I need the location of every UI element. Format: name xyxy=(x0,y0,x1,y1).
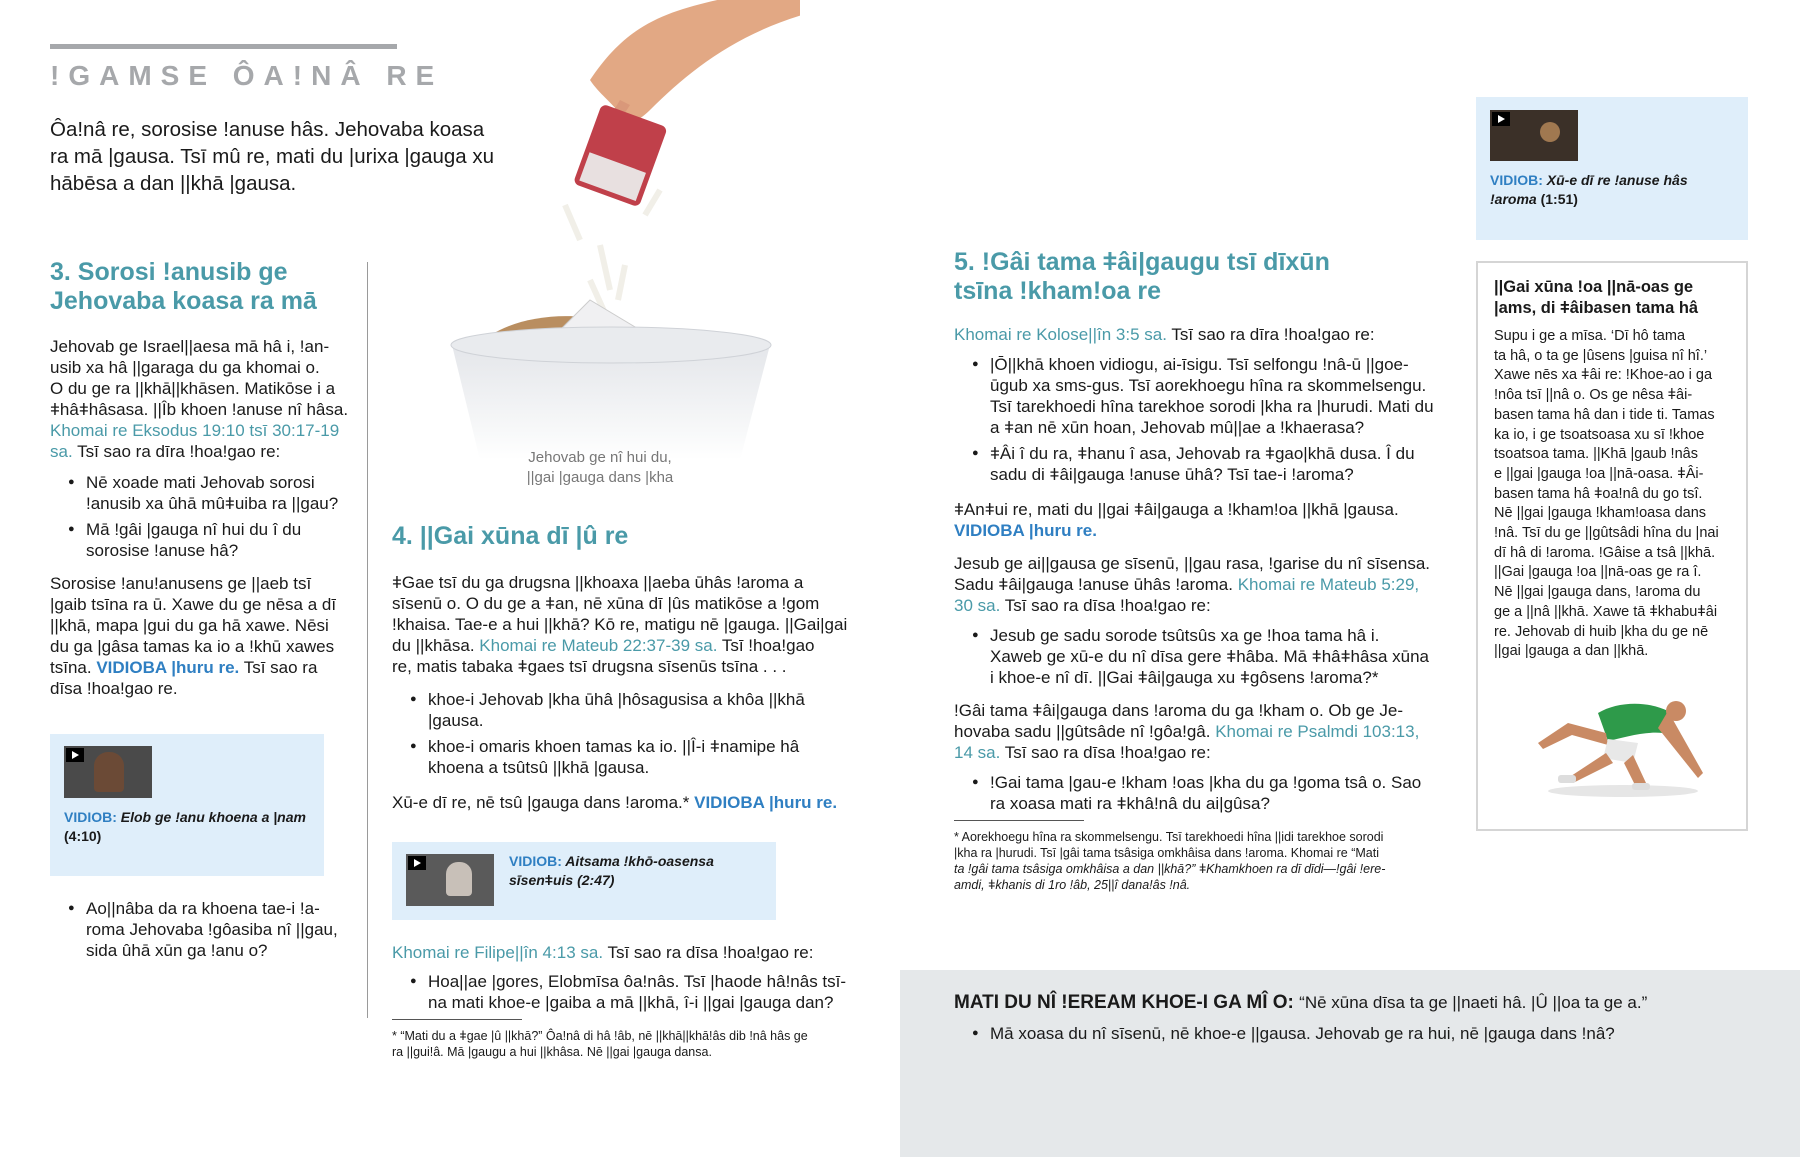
text-line: !khaisa. Tae-e a hui ||khā? Kō re, matigu nē |gauga. ||Gai|gai xyxy=(392,615,848,634)
text-line: ǂhâǂhâsasa. ||Îb khoen !anuse nî hâsa. xyxy=(50,400,349,419)
section-3-title-line: Jehovaba koasa ra mā xyxy=(50,287,317,315)
text-line: Tsī sao ra dīsa !hoa!gao re: xyxy=(1000,743,1211,762)
discussion-quote: “Nē xūna dīsa ta ge ||naeti hâ. |Û ||oa ta ge a.” xyxy=(1299,993,1648,1012)
list-item: ● Mā !gâi |gauga nî hui du î du sorosise !anuse hâ? xyxy=(50,519,360,561)
section-5-paragraph xyxy=(954,499,1434,541)
video-duration: (4:10) xyxy=(64,828,102,844)
page-title: !GAMSE ÔA!NÂ RE xyxy=(50,60,444,91)
sidebar-box xyxy=(1476,261,1748,831)
text-line: Tsī !hoa!gao xyxy=(717,636,815,655)
text-line: du ||khāsa. xyxy=(392,636,480,655)
text-line: sīsenū o. O du ge a ǂan, nē xūna dī |ûs matikōse a !gom xyxy=(392,594,820,613)
text-line: usib xa hâ ||garaga du ga khomai o. xyxy=(50,358,320,377)
list-item: ● Jesub ge sadu sorode tsûtsûs xa ge !hoa tama hâ i. Xaweb ge xū-e du nî dīsa gere ǂhâba. Mā ǂhâǂhâsa xūna i khoe-e nî dī. ||Gai ǂâi|gauga xu ǂgôsens !aroma?* xyxy=(954,625,1434,688)
scripture-link[interactable]: sa. xyxy=(50,442,73,461)
section-3 xyxy=(50,258,360,699)
text-line: Xawe nēs xa ǂâi re: !Khoe-ao i ga xyxy=(1494,367,1713,384)
text-line: ||Gai |gauga !oa ||nā-oas ge ra î. xyxy=(1494,564,1702,581)
question-list xyxy=(954,354,1434,485)
text-line: Sadu ǂâi|gauga !anuse ūhâs !aroma. xyxy=(954,575,1238,594)
section-5-title-line: 5. !Gâi tama ǂâi|gaugu tsī dīxūn xyxy=(954,248,1330,276)
section-3-title xyxy=(50,258,360,316)
image-caption-line: Jehovab ge nî hui du, xyxy=(528,449,672,466)
video-label xyxy=(509,852,769,890)
video-tag: VIDIOB: xyxy=(1490,172,1543,188)
text-line: Supu i ge a mīsa. ‘Dī hô tama xyxy=(1494,328,1686,344)
text-line: ||gai |gauga a dan ||khā. xyxy=(1494,643,1649,660)
section-5-paragraph xyxy=(954,553,1434,616)
text-line: ka io, i ge tsoatsoasa xu sī !khoe xyxy=(1494,426,1705,443)
image-caption xyxy=(460,448,740,488)
text-line: ta !gâi tama tsâsiga omkhâisa a dan ||khā?” ǂKhamkhoen ra dī dīdi—!gâi !ere- xyxy=(954,862,1386,876)
text-line: Tsī sao ra dīra !hoa!gao re: xyxy=(72,442,281,461)
text-line: !Gâi tama ǂâi|gauga dans !aroma du ga !kham o. Ob ge Je- xyxy=(954,701,1404,720)
question-list xyxy=(954,772,1434,814)
text-line: |gaib tsīna ra ū. Xawe du ge nēsa a dī xyxy=(50,595,337,614)
text-line: e ||gai |gauga !oa ||nā-oasa. ǂÂi- xyxy=(1494,465,1704,482)
video-title: !aroma xyxy=(1490,191,1537,207)
section-4-paragraph xyxy=(392,942,852,963)
section-3-paragraph xyxy=(50,573,360,699)
play-icon xyxy=(1492,112,1510,126)
text-line: tsīna. xyxy=(50,658,97,677)
discussion-heading: MATI DU NÎ !EREAM KHOE-I GA MÎ O: xyxy=(954,992,1294,1013)
text-line: ǂAnǂui re, mati du ||gai ǂâi|gauga a !kham!oa ||khā |gausa. xyxy=(954,500,1399,519)
scripture-link[interactable]: Khomai re Psalmdi 103:13, xyxy=(1215,722,1420,741)
text-line: basen tama hâ dan i tide ti. Tamas xyxy=(1494,406,1715,423)
text-line: * Aorekhoegu hîna ra skommelsengu. Tsī tarekhoedi hîna ||idi tarekhoe sorodi xyxy=(954,830,1384,844)
text-line: Jehovab ge Israel||aesa mā hâ i, !an- xyxy=(50,337,330,356)
section-4 xyxy=(392,522,852,813)
list-item: ● Ao||nâba da ra khoena tae-i !a-roma Jehovaba !gôasiba nî ||gau, sida ûhā xūn ga !anu o? xyxy=(50,898,350,961)
video-tag: VIDIOB: xyxy=(64,809,117,825)
play-icon xyxy=(66,748,84,762)
text-line: !nôa tsī ||nâ o. Os ge nêsa ǂâi- xyxy=(1494,387,1693,404)
list-item: ● khoe-i Jehovab |kha ūhâ |hôsagusisa a khôa ||khā |gausa. xyxy=(392,689,852,731)
video-link[interactable]: VIDIOBA |huru re. xyxy=(694,793,838,812)
section-5-title-line: tsīna !kham!oa re xyxy=(954,277,1162,305)
sidebar-body xyxy=(1494,327,1740,662)
video-box-aitsama[interactable] xyxy=(392,842,776,920)
scripture-link[interactable]: Khomai re Eksodus 19:10 tsī 30:17-19 xyxy=(50,421,340,440)
text-line: ge a ||nâ ||khā. Xawe tā ǂkhabuǂâi xyxy=(1494,603,1718,620)
scripture-link[interactable]: 30 sa. xyxy=(954,596,1001,615)
scripture-link[interactable]: Khomai re Mateub 22:37-39 sa. xyxy=(479,636,718,655)
text-line: du ga |gâsa tamas ka io a !khū xawes xyxy=(50,637,335,656)
text-line: re, matis tabaka ǂgaes tsī drugsna sīsenūs tsīna . . . xyxy=(392,657,787,676)
title-rule xyxy=(50,44,397,49)
list-item: ● !Gai tama |gau-e !kham !oas |kha du ga !goma tsâ o. Sao ra xoasa mati ra ǂkhâ!nâ du ai|gûsa? xyxy=(954,772,1434,814)
question-list xyxy=(954,625,1434,688)
text-line: Xū-e dī re, nē tsû |gauga dans !aroma.* xyxy=(392,793,695,812)
video-tag: VIDIOB: xyxy=(509,853,562,869)
section-5-paragraph xyxy=(954,700,1434,763)
text-line: tsoatsoa tama. ||Khā |gaub !nâs xyxy=(1494,446,1698,463)
video-thumbnail[interactable] xyxy=(1490,110,1578,161)
video-title: Aitsama !khō-oasensa xyxy=(565,853,714,869)
video-title: Elob ge !anu khoena a |nam xyxy=(120,809,306,825)
intro-text: Ôa!nâ re, sorosise !anuse hâs. Jehovaba koasa ra mā |gausa. Tsī mû re, mati du |urixa |gauga xu hābēsa a dan ||khā |gausa. xyxy=(50,118,495,195)
trash-can-illustration xyxy=(440,0,800,460)
video-thumbnail[interactable] xyxy=(64,746,152,798)
text-line: ta hâ, o ta ge |ûsens |guisa nî hî.’ xyxy=(1494,347,1708,364)
video-label xyxy=(1490,171,1740,209)
section-5 xyxy=(954,248,1434,893)
text-line: * “Mati du a ǂgae |û ||khā?” Ôa!nâ di hâ !âb, nē ||khā||khā!âs dib !nâ hâs ge xyxy=(392,1029,808,1043)
text-line: hovaba sadu ||gûtsâde nî !gôa!gâ. xyxy=(954,722,1216,741)
text-line: Tsī sao ra dīra !hoa!gao re: xyxy=(1166,325,1375,344)
section-3-paragraph xyxy=(50,336,360,462)
sidebar-title xyxy=(1494,277,1738,319)
text-line: ||khā, mapa |gui du ga hā xawe. Nēsi xyxy=(50,616,329,635)
text-line: basen tama hâ ǂoa!nâ du go tsî. xyxy=(1494,485,1703,502)
question-list xyxy=(50,472,360,561)
footnote xyxy=(954,829,1434,893)
section-4-title: 4. ||Gai xūna dī |û re xyxy=(392,522,629,550)
scripture-link[interactable]: Khomai re Filipe||în 4:13 sa. xyxy=(392,943,604,962)
footnote-rule xyxy=(954,820,1084,821)
section-4-paragraph xyxy=(392,572,852,677)
footnote xyxy=(392,1028,852,1060)
section-5-title xyxy=(954,248,1434,306)
video-link[interactable]: VIDIOBA |huru re. xyxy=(954,521,1097,540)
text-line: !nâ. Tsī du ge ||gûtsâdi hîna du |nai xyxy=(1494,525,1719,542)
list-item: ● khoe-i omaris khoen tamas ka io. ||Î-i ǂnamipe hâ khoena a tsûtsû ||khā |gausa. xyxy=(392,736,852,778)
question-list xyxy=(392,971,852,1013)
scripture-link[interactable]: Khomai re Kolose||în 3:5 sa. xyxy=(954,325,1167,344)
list-item: ● Mā xoasa du nî sīsenū, nē khoe-e ||gausa. Jehovab ge ra hui, nē |gauga dans !nâ? xyxy=(954,1023,1774,1044)
list-item: ● Nē xoade mati Jehovab sorosi !anusib xa ûhā mûǂuiba ra ||gau? xyxy=(50,472,360,514)
list-item: ● |Ō||khā khoen vidiogu, ai-īsigu. Tsī selfongu !nâ-ū ||goe-ūgub xa sms-gus. Tsī aorekhoegu hîna ra skommelsengu. Tsī tarekhoedi hîna tarekhoe sorodi |kha ra |hurudi. Mati du a ǂan nē xūn hoan, Jehovab mû||ae a !khaerasa? xyxy=(954,354,1434,438)
text-line: amdi, ǂkhanis di 1ro !âb, 25||î dana!âs !nâ. xyxy=(954,878,1191,892)
section-4-paragraph xyxy=(392,792,852,813)
scripture-link[interactable]: 14 sa. xyxy=(954,743,1001,762)
text-line: ra ||gui!â. Mā |gaugu a hui ||khâsa. Nē ||gai |gauga dansa. xyxy=(392,1045,712,1059)
question-list xyxy=(954,1023,1774,1044)
text-line: Nē ||gai |gauga !kham!oasa dans xyxy=(1494,505,1707,522)
section-4-continued xyxy=(392,942,852,1060)
video-title: Xū-e dī re !anuse hâs xyxy=(1546,172,1688,188)
video-link[interactable]: VIDIOBA |huru re. xyxy=(96,658,240,677)
scripture-link[interactable]: Khomai re Mateub 5:29, xyxy=(1237,575,1420,594)
section-5-paragraph xyxy=(954,324,1434,345)
text-line: re. Jehovab di huib |kha du ge nē xyxy=(1494,623,1709,640)
section-3-title-line: 3. Sorosi !anusib ge xyxy=(50,258,288,286)
text-line: Nē ||gai |gauga dans, !aroma du xyxy=(1494,584,1701,601)
video-title: sīsenǂuis (2:47) xyxy=(509,872,615,888)
text-line: Sorosise !anu!anusens ge ||aeb tsī xyxy=(50,574,312,593)
text-line: dīsa !hoa!gao re. xyxy=(50,679,178,698)
list-item: ● ǂÂi î du ra, ǂhanu î asa, Jehovab ra ǂgao|khā dusa. Î du sadu di ǂâi|gauga !anuse ūhâ? Tsī tae-i !aroma? xyxy=(954,443,1434,485)
video-label xyxy=(64,808,314,846)
video-duration: (1:51) xyxy=(1540,191,1578,207)
video-box-elob[interactable] xyxy=(50,734,324,876)
question-list xyxy=(392,689,852,778)
image-caption-line: ||gai |gauga dans |kha xyxy=(526,469,674,486)
video-thumbnail[interactable] xyxy=(406,854,494,906)
text-line: |kha ra |hurudi. Tsī |gâi tama tsâsiga omkhâisa dans !aroma. Khomai re “Mati xyxy=(954,846,1379,860)
question-list xyxy=(50,898,350,966)
footnote-rule xyxy=(392,1019,522,1020)
column-divider xyxy=(367,262,368,1018)
text-line: Tsī sao ra dīsa !hoa!gao re: xyxy=(603,943,814,962)
text-line: Tsī sao ra xyxy=(239,658,318,677)
text-line: ǂGae tsī du ga drugsna ||khoaxa ||aeba ūhâs !aroma a xyxy=(392,573,804,592)
text-line: dī hâ di !aroma. !Gâise a tsâ ||khā. xyxy=(1494,544,1716,561)
video-box-xu-e[interactable] xyxy=(1476,97,1748,240)
text-line: Jesub ge ai||gausa ge sīsenū, ||gau rasa, !garise du nî sīsensa. xyxy=(954,554,1431,573)
runner-illustration xyxy=(1528,683,1718,803)
list-item: ● Hoa||ae |gores, Elobmīsa ôa!nâs. Tsī |haode hâ!nâs tsī-na mati khoe-e |gaiba a mā ||khā, î-i ||gai |gauga dan? xyxy=(392,971,852,1013)
discussion-prompt xyxy=(954,991,1774,1049)
text-line: Tsī sao ra dīsa !hoa!gao re: xyxy=(1000,596,1211,615)
sidebar-title-line: |ams, di ǂâibasen tama hâ xyxy=(1494,299,1699,317)
play-icon xyxy=(408,856,426,870)
sidebar-title-line: ||Gai xūna !oa ||nā-oas ge xyxy=(1494,278,1694,296)
text-line: O du ge ra ||khā||khāsen. Matikōse i a xyxy=(50,379,336,398)
